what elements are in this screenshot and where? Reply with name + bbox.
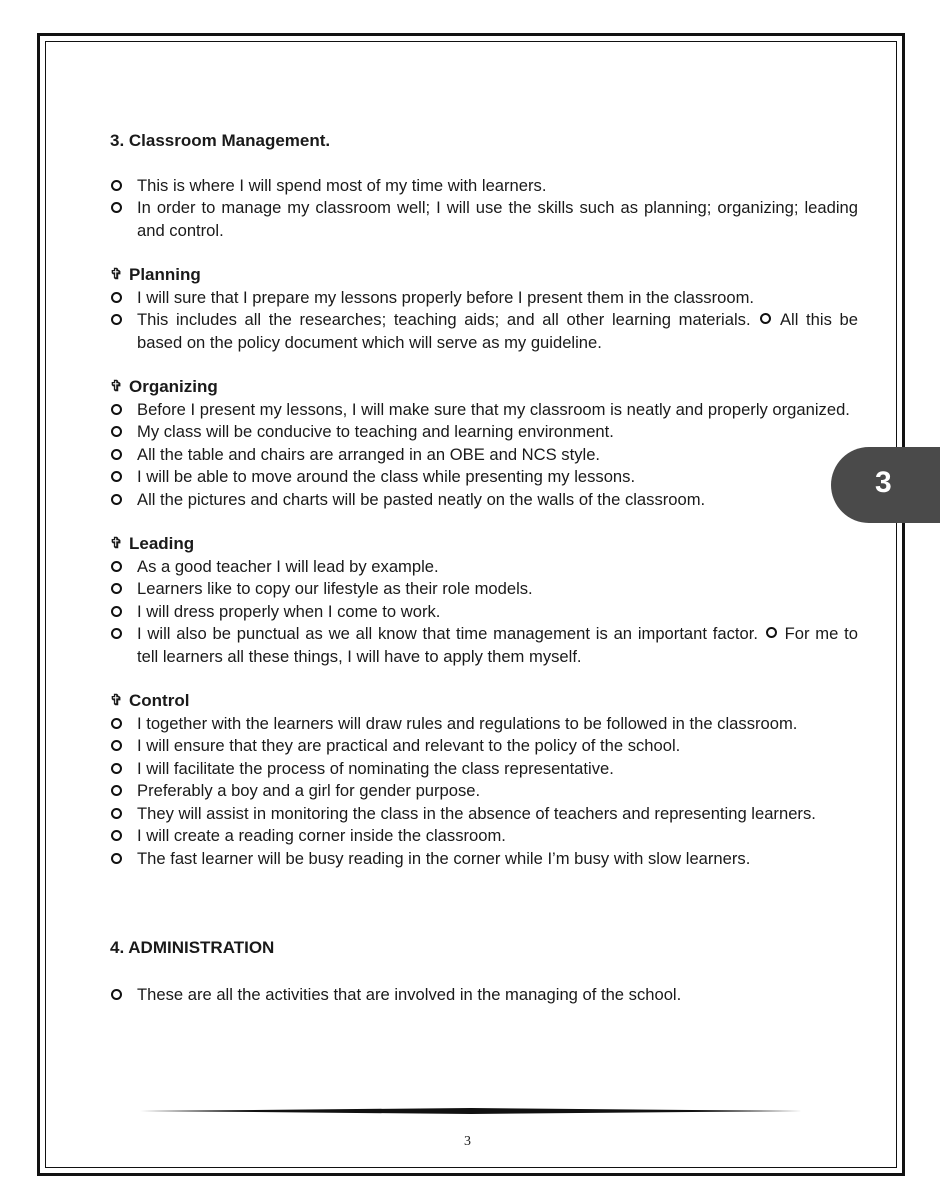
section-3-intro-list xyxy=(110,175,858,243)
list-item: I will facilitate the process of nominating the class representative. xyxy=(110,758,858,781)
leading-list xyxy=(110,556,858,669)
control-list xyxy=(110,713,858,871)
section-4-list xyxy=(110,984,858,1007)
organizing-list xyxy=(110,399,858,512)
list-item xyxy=(110,309,858,354)
list-item: I will dress properly when I come to work. xyxy=(110,601,858,624)
list-item: I will sure that I prepare my lessons properly before I present them in the classroom. xyxy=(110,287,858,310)
organizing-heading-label: Organizing xyxy=(129,377,218,396)
footer-divider xyxy=(140,1108,802,1114)
inline-bullet-icon xyxy=(760,313,771,324)
cross-icon: ✞ xyxy=(110,266,123,283)
list-item: They will assist in monitoring the class in the absence of teachers and representing learners. xyxy=(110,803,858,826)
list-item: Before I present my lessons, I will make sure that my classroom is neatly and properly organized. xyxy=(110,399,858,422)
section-4-title: 4. ADMINISTRATION xyxy=(110,938,275,957)
planning-heading xyxy=(110,264,858,287)
list-item-continuation: All this be based on the policy document which will serve as my guideline. xyxy=(137,310,858,352)
cross-icon: ✞ xyxy=(110,378,123,395)
list-item: I will create a reading corner inside the classroom. xyxy=(110,825,858,848)
cross-icon: ✞ xyxy=(110,692,123,709)
list-item: Learners like to copy our lifestyle as their role models. xyxy=(110,578,858,601)
list-item-continuation: For me to tell learners all these things, I will have to apply them myself. xyxy=(137,624,858,666)
list-item: As a good teacher I will lead by example. xyxy=(110,556,858,579)
list-item: I will be able to move around the class while presenting my lessons. xyxy=(110,466,858,489)
planning-heading-label: Planning xyxy=(129,265,201,284)
planning-list xyxy=(110,287,858,355)
page-number: 3 xyxy=(464,1134,471,1149)
leading-heading-label: Leading xyxy=(129,534,195,553)
list-item: Preferably a boy and a girl for gender purpose. xyxy=(110,780,858,803)
organizing-heading xyxy=(110,376,858,399)
list-item: I together with the learners will draw rules and regulations to be followed in the classroom. xyxy=(110,713,858,736)
list-item: All the table and chairs are arranged in an OBE and NCS style. xyxy=(110,444,858,467)
control-heading-label: Control xyxy=(129,691,190,710)
list-item: All the pictures and charts will be pasted neatly on the walls of the classroom. xyxy=(110,489,858,512)
section-3-title: 3. Classroom Management. xyxy=(110,131,331,150)
list-item: These are all the activities that are involved in the managing of the school. xyxy=(110,984,858,1007)
control-heading xyxy=(110,690,858,713)
list-item-text: I will also be punctual as we all know that time management is an important factor. xyxy=(137,624,758,643)
list-item: I will ensure that they are practical and relevant to the policy of the school. xyxy=(110,735,858,758)
list-item: My class will be conducive to teaching and learning environment. xyxy=(110,421,858,444)
leading-heading xyxy=(110,533,858,556)
list-item: This is where I will spend most of my time with learners. xyxy=(110,175,858,198)
cross-icon: ✞ xyxy=(110,535,123,552)
list-item: The fast learner will be busy reading in the corner while I’m busy with slow learners. xyxy=(110,848,858,871)
inline-bullet-icon xyxy=(766,627,777,638)
document-body xyxy=(110,130,858,1006)
list-item: In order to manage my classroom well; I will use the skills such as planning; organizing; leading and control. xyxy=(110,197,858,242)
list-item-text: This includes all the researches; teaching aids; and all other learning materials. xyxy=(137,310,751,329)
list-item xyxy=(110,623,858,668)
chapter-tab-number: 3 xyxy=(875,466,892,499)
